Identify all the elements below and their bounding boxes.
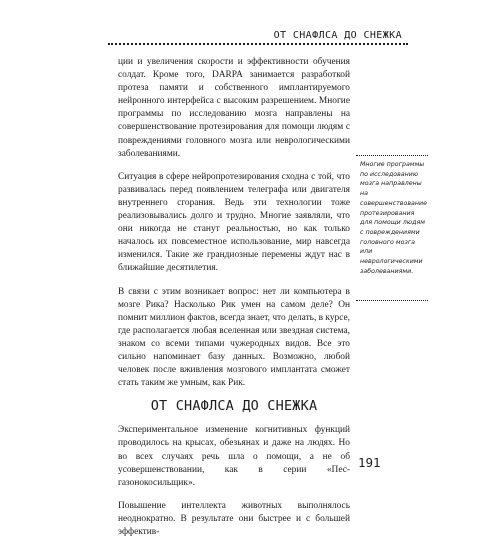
body-paragraph: В связи с этим возникает вопрос: нет ли компьютера в мозге Рика? Насколько Рик умен на самом деле? Он помнит миллион фактов, всегда знает, что делать, в курсе, где располагается любая вселенная или звездная система, знаком со всеми типами чужеродных видов. Все это сильно напоминает базу данных. Возможно, любой человек после вживления мозгового имплантата сможет стать таким же умным, как Рик. [118, 286, 350, 389]
body-paragraph: Повышение интеллекта животных выполнялось неоднократно. В результате они быстрее и с большей эффектив- [118, 500, 350, 537]
main-text-column [118, 56, 350, 549]
sidenote-bottom-rule [356, 300, 428, 301]
section-heading: ОТ СНАФЛСА ДО СНЕЖКА [150, 398, 318, 415]
header-dotted-rule [108, 43, 408, 45]
margin-sidenote: Многие программы по исследованию мозга направлены на совершенствование протезирования для помощи людям с повреждениями головного мозга или неврологическими заболеваниями. [360, 161, 427, 275]
sidenote-top-rule [356, 155, 428, 156]
page-number: 191 [358, 455, 381, 470]
body-paragraph: Ситуация в сфере нейропротезирования сходна с той, что развивалась перед появлением телеграфа или двигателя внутреннего сгорания. Ведь эти технологии тоже реализовывались долго и трудно. Многие заявляли, что они никогда не станут реальностью, но как только началось их повсеместное использование, мир навсегда изменился. Такие же грандиозные перемены ждут нас в ближайшие десятилетия. [118, 171, 350, 274]
body-paragraph: Экспериментальное изменение когнитивных функций проводилось на крысах, обезьянах и даже на людях. Но во всех случаях речь шла о помощи, а не об усовершенствовании, как в серии «Пес-газонокосильщик». [118, 425, 350, 488]
body-paragraph: ции и увеличения скорости и эффективности обучения солдат. Кроме того, DARPA занимается разработкой протеза памяти и собственного имплантируемого нейронного интерфейса с высоким разрешением. Многие программы по исследованию мозга направлены на совершенствование протезирования для помощи людям с повреждениями головного мозга или неврологическими заболеваниями. [118, 57, 350, 159]
running-header-title: ОТ СНАФЛСА ДО СНЕЖКА [273, 30, 402, 41]
